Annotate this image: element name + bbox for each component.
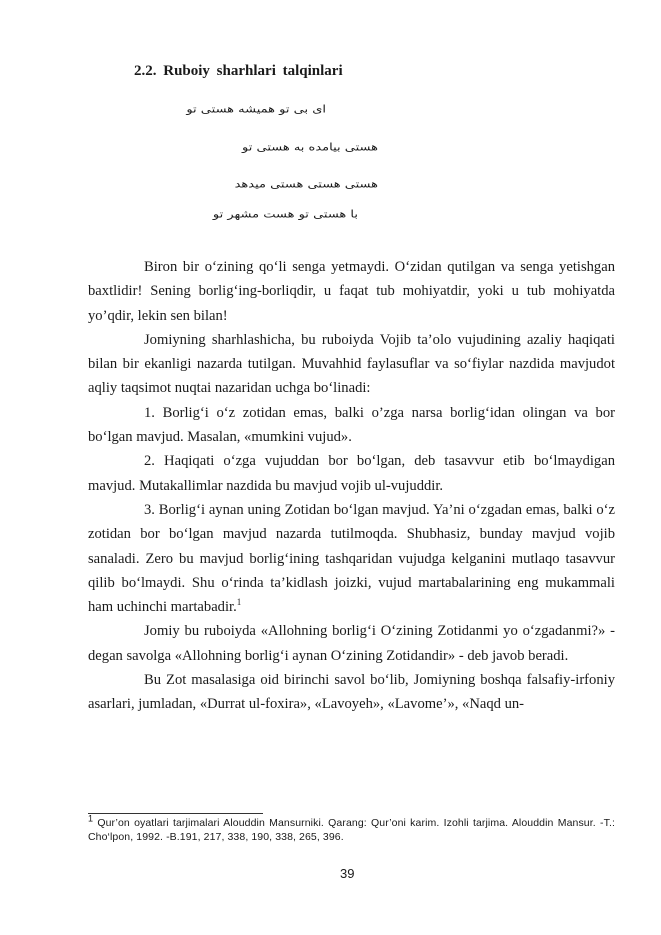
footnote	[88, 813, 615, 844]
paragraph-5	[88, 498, 615, 619]
section-heading: 2.2. Ruboiy sharhlari talqinlari	[134, 63, 343, 79]
footnote-mark: 1	[88, 813, 94, 824]
paragraph-3: 1. Borlig‘i o‘z zotidan emas, balki o’zga narsa borlig‘idan olingan va bor bo‘lgan mavjud. Masalan, «mumkini vujud».	[88, 404, 615, 446]
page-number: 39	[340, 866, 355, 881]
footnote-reference[interactable]: 1	[236, 597, 242, 608]
footnote-divider	[88, 813, 263, 814]
paragraph-6: Jomiy bu ruboiyda «Allohning borlig‘i O‘zining Zotidanmi yo o‘zgadanmi?» - degan savolga «Allohning borlig‘i aynan O‘zining Zotidandir» - deb javob beradi.	[88, 623, 615, 664]
paragraph-7: Bu Zot masalasiga oid birinchi savol bo‘lib, Jomiyning boshqa falsafiy-irfoniy asarlari, jumladan, «Durrat ul-foxira», «Lavoyeh», «Lavome’», «Naqd un-	[88, 672, 615, 713]
footnote-text: Qur’on oyatlari tarjimalari Alouddin Mansurniki. Qarang: Qur’oni karim. Izohli tarjima. Alouddin Mansur. -T.: Cho‘lpon, 1992. -B.191, 217, 338, 190, 338, 265, 396.	[88, 817, 615, 843]
paragraph-5-text: 3. Borlig‘i aynan uning Zotidan bo‘lgan mavjud. Ya’ni o‘zgadan emas, balki o‘z zotidan bor bo‘lgan mavjud nazarda tutilmoqda. Shubhasiz, bunday mavjud vojib sanaladi. Zero bu mavjud borlig‘ining tashqaridan vujudga kelganini mutlaqo tasavvur qilib bo‘lmaydi. Shu o‘rinda ta’kidlash joizki, vujud martabalarining eng mukammali ham uchinchi martabadir.	[88, 501, 615, 616]
paragraph-2: Jomiyning sharhlashicha, bu ruboiyda Vojib ta’olo vujudining azaliy haqiqati bilan bir ekanligi nazarda tutilgan. Muvahhid faylasuflar va so‘fiylar nazdida mavjudot aqliy taqsimot nuqtai nazaridan uchga bo‘linadi:	[88, 331, 615, 397]
document-page: 2.2. Ruboiy sharhlari talqinlari ای بی تو همیشه هستی تو هستی بیامده به هستی تو هستی هستی هستی میدهد با هستی تو هست مشهر تو Biron bir o‘zining qo‘li senga yetmaydi. O‘zidan qutilgan va senga yetishgan baxtlidir! Sening borlig‘ing-borliqdir, u faqat tub mohiyatdir, yoki u tub mohiyatda yo’qdir, lekin sen bilan! Jomiyning sharhlashicha, bu ruboiyda Vojib ta’olo vujudining azaliy haqiqati bilan bir ekanligi nazarda tutilgan. Muvahhid faylasuflar va so‘fiylar nazdida mavjudot aqliy taqsimot nuqtai nazaridan uchga bo‘linadi: 1. Borlig‘i o‘z zotidan emas, balki o’zga narsa borlig‘idan olingan va bor bo‘lgan mavjud. Masalan, «mumkini vujud». 2. Haqiqati o‘zga vujuddan bor bo‘lgan, deb tasavvur etib bo‘lmaydigan mavjud. Mutakallimlar nazdida bu mavjud vojib ul-vujuddir. 3. Borlig‘i aynan uning Zotidan bo‘lgan mavjud. Ya’ni o‘zgadan emas, balki o‘z zotidan bor bo‘lgan mavjud nazarda tutilmoqda. Shubhasiz, bunday mavjud vojib sanaladi. Zero bu mavjud borlig‘ining tashqaridan vujudga kelganini mutlaqo tasavvur qilib bo‘lmaydi. Shu o‘rinda ta’kidlash joizki, vujud martabalarining eng mukammali ham uchinchi martabadir.$^1$ Jomiy bu ruboiyda «Allohning borlig‘i O‘zining Zotidanmi yo o‘zgadanmi?» - degan savolga «Allohning borlig‘i aynan O‘zining Zotidandir» - deb javob beradi. Bu Zot masalasiga oid birinchi savol bo‘lib, Jomiyning boshqa falsafiy-irfoniy asarlari, jumladan, «Durrat ul-foxira», «Lavoyeh», «Lavome’», «Naqd un- $^1$ Qur’on oyatlari tarjimalari Alouddin Mansurniki. Qarang: Qur’oni karim. Izohli tarjima. Alouddin Mansur. -T.: Cho‘lpon, 1992. -B.191, 217, 338, 190, 338, 265, 396. 39	[88, 63, 615, 881]
paragraph-4: 2. Haqiqati o‘zga vujuddan bor bo‘lgan, deb tasavvur etib bo‘lmaydigan mavjud. Mutakallimlar nazdida bu mavjud vojib ul-vujuddir.	[88, 453, 615, 494]
paragraph-1: Biron bir o‘zining qo‘li senga yetmaydi. O‘zidan qutilgan va senga yetishgan baxtlidir! Sening borlig‘ing-borliqdir, u faqat tub mohiyatdir, yoki u tub mohiyatda yo’qdir, lekin sen bilan!	[88, 259, 615, 324]
body-text	[88, 255, 615, 717]
